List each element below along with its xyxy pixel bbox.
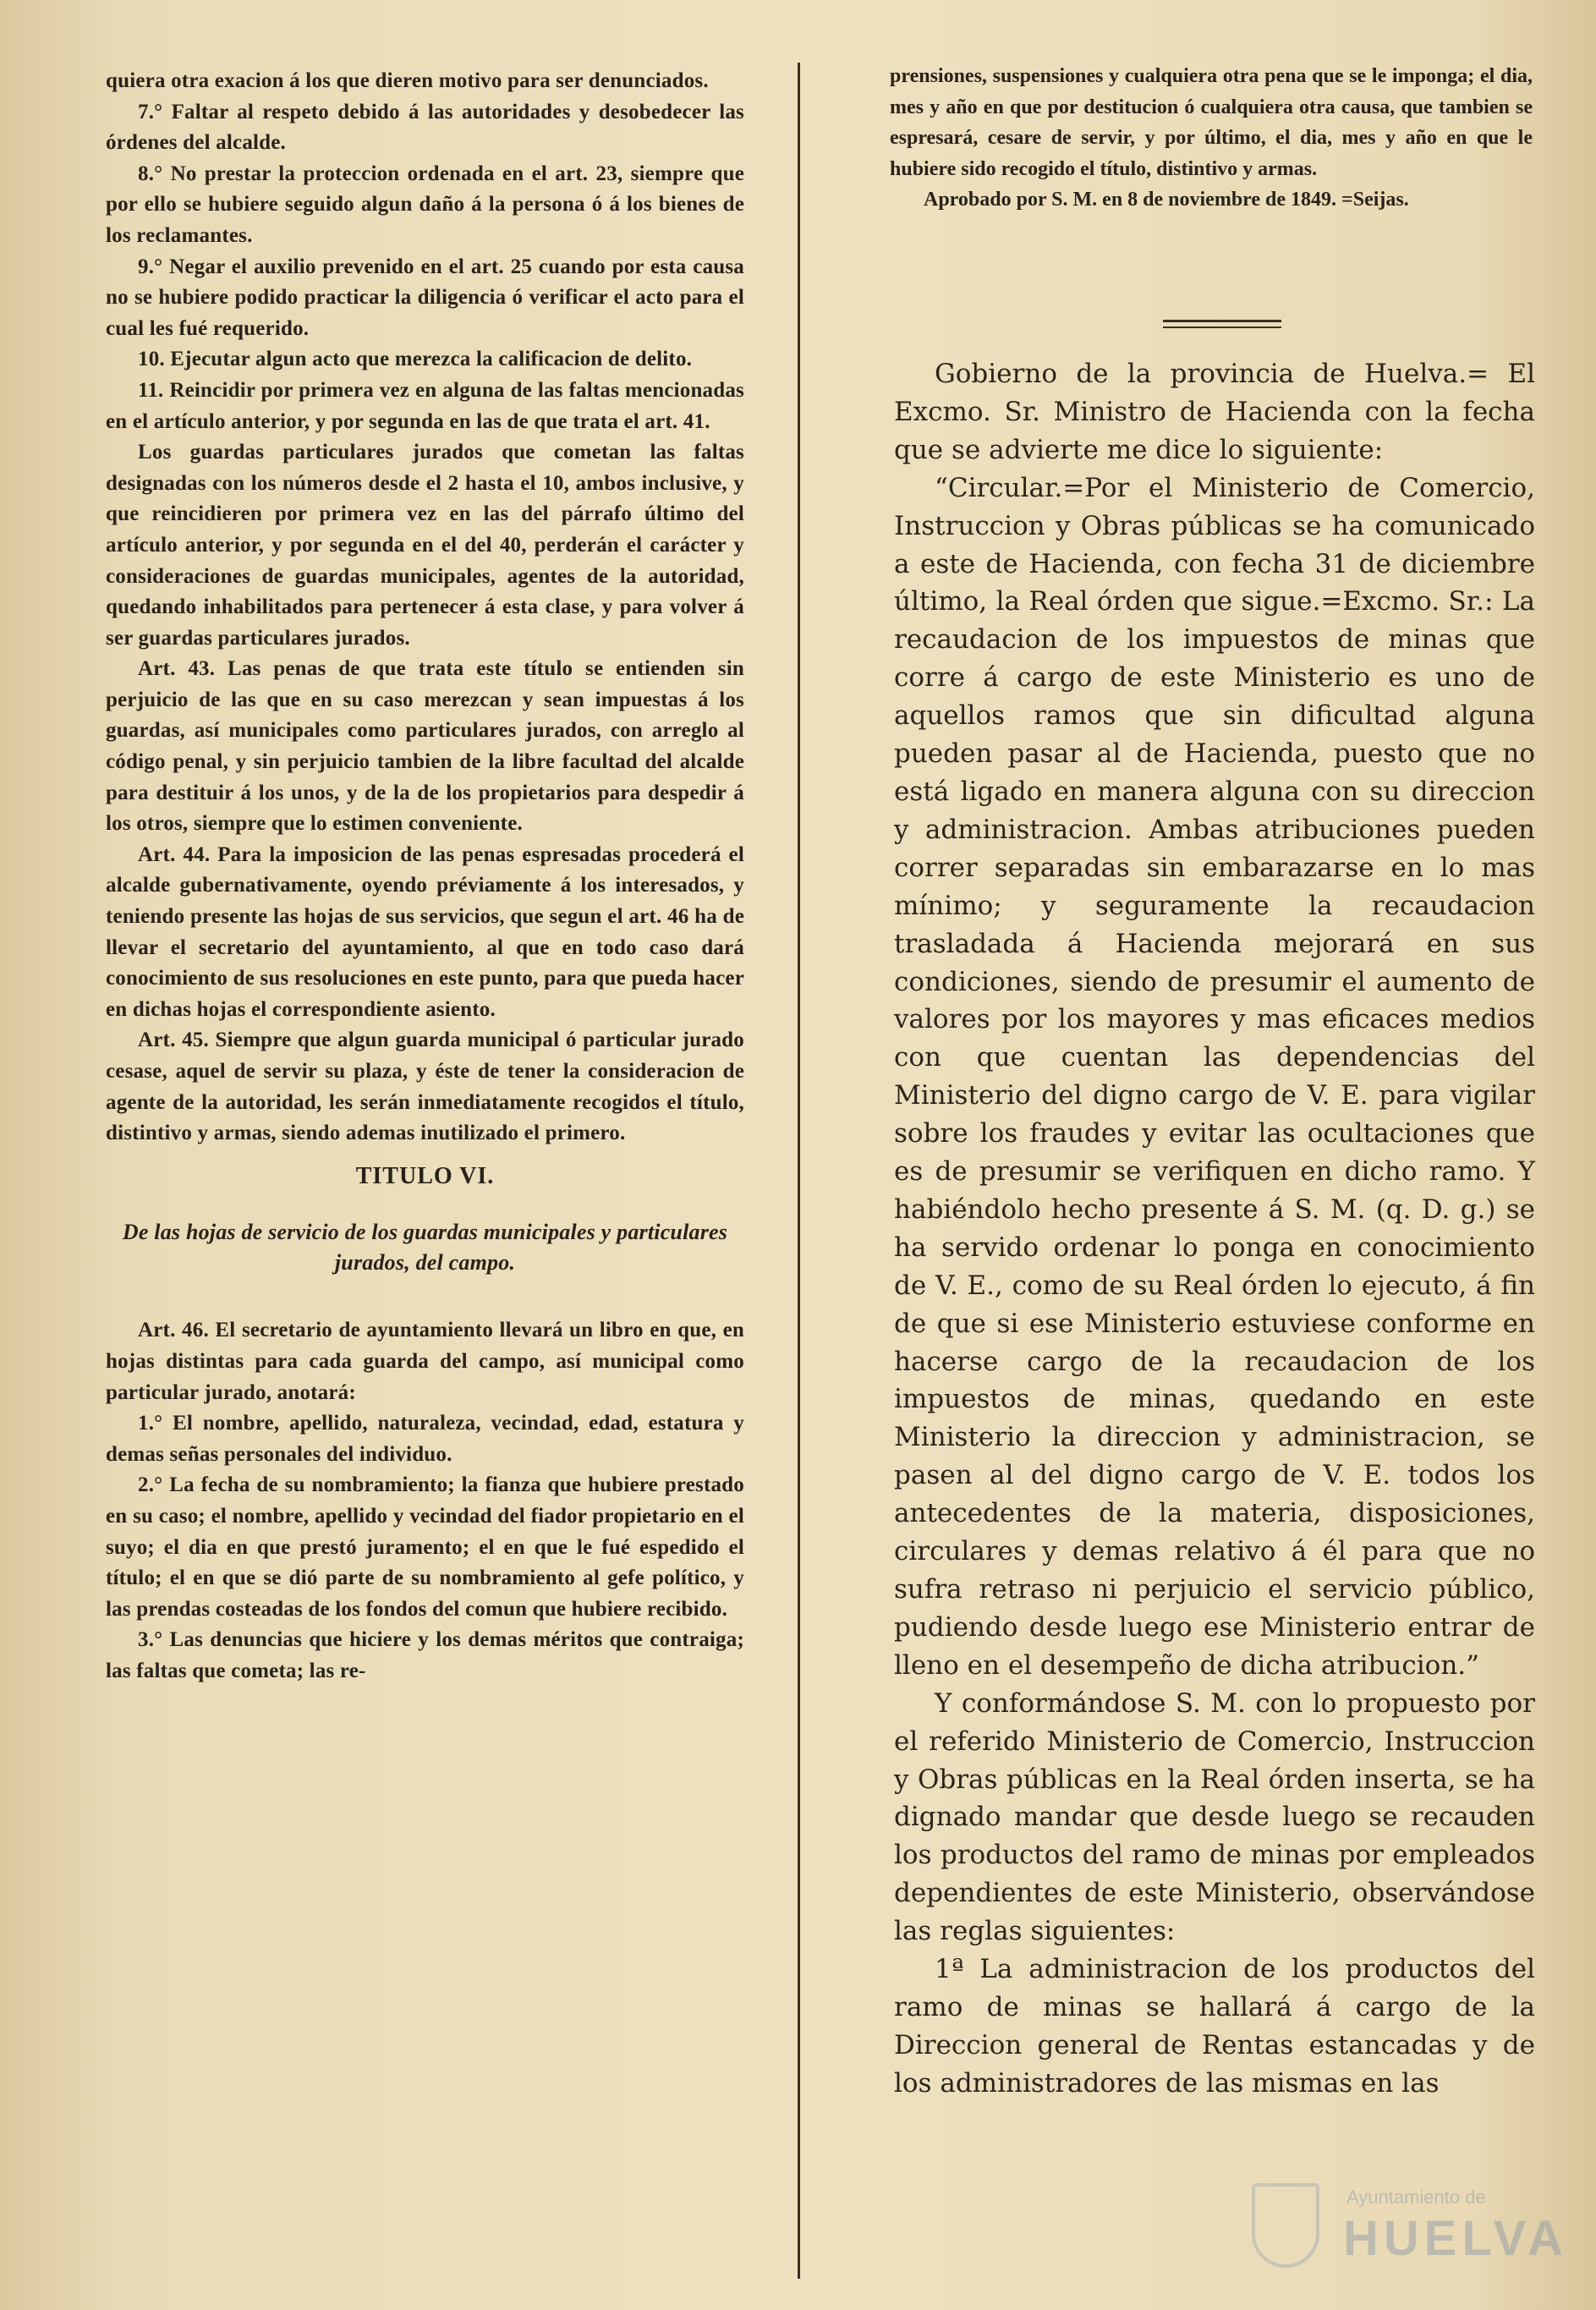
paragraph: 1ª La administracion de los productos del ramo de minas se hallará á cargo de la Direccion general de Rentas estancadas y de los administradores de las mismas en las <box>894 1954 1535 2099</box>
paragraph: Art. 43. Las penas de que trata este título se entienden sin perjuicio de las que en su caso merezcan y sean impuestas á los guardas, así municipales como particulares jurados, con arreglo al código penal, y sin perjuicio tambien de la libre facultad del alcalde para destituir á los unos, y de la de los propietarios para despedir á los otros, siempre que lo estimen conveniente. <box>106 657 744 836</box>
paragraph: Art. 44. Para la imposicion de las penas espresadas procederá el alcalde gubernativamente, oyendo préviamente á los interesados, y teniendo presente las hojas de sus servicios, que segun el art. 46 ha de llevar el secretario del ayuntamiento, al que en todo caso dará conocimiento de sus resoluciones en este punto, para que pueda hacer en dichas hojas el correspondiente asiento. <box>106 842 744 1021</box>
paragraph: 3.° Las denuncias que hiciere y los demas méritos que contraiga; las faltas que cometa; las re- <box>106 1628 744 1682</box>
paragraph: 7.° Faltar al respeto debido á las autoridades y desobedecer las órdenes del alcalde. <box>106 100 744 155</box>
left-column <box>106 66 744 1687</box>
paragraph: 8.° No prestar la proteccion ordenada en el art. 23, siempre que por ello se hubiere seguido algun daño á la persona ó á los bienes de los reclamantes. <box>106 162 744 247</box>
section-rule <box>1163 320 1281 328</box>
paragraph: 1.° El nombre, apellido, naturaleza, vecindad, edad, estatura y demas señas personales del individuo. <box>106 1412 744 1466</box>
shield-icon <box>1252 2183 1319 2268</box>
paragraph: 2.° La fecha de su nombramiento; la fianza que hubiere prestado en su caso; el nombre, apellido y vecindad del fiador propietario en el suyo; el dia en que prestó juramento; el en que le fué espedido el título; el en que se dió parte de su nombramiento al gefe político, y las prendas costeadas de los fondos del comun que hubiere recibido. <box>106 1473 744 1621</box>
paragraph: quiera otra exacion á los que dieren motivo para ser denunciados. <box>106 69 709 92</box>
paragraph: 10. Ejecutar algun acto que merezca la calificacion de delito. <box>138 348 693 371</box>
paragraph: Art. 46. El secretario de ayuntamiento llevará un libro en que, en hojas distintas para cada guarda del campo, así municipal como particular jurado, anotará: <box>106 1319 744 1404</box>
watermark-big-text: HUELVA <box>1343 2211 1568 2266</box>
paragraph: Art. 45. Siempre que algun guarda municipal ó particular jurado cesase, aquel de servir su plaza, y éste de tener la consideracion de agente de la autoridad, les serán inmediatamente recogidos el título, distintivo y armas, siendo ademas inutilizado el primero. <box>106 1029 744 1145</box>
section-subtitle: De las hojas de servicio de los guardas municipales y particulares jurados, del campo. <box>122 1220 728 1276</box>
paragraph: prensiones, suspensiones y cualquiera otra pena que se le imponga; el dia, mes y año en que por destitucion ó cualquiera otra causa, que tambien se espresará, cesare de servir, y por último, el dia, mes y año en que le hubiere sido recogido el título, distintivo y armas. <box>890 65 1533 180</box>
right-column <box>894 355 1535 2103</box>
right-column-top <box>890 61 1533 216</box>
paragraph: 11. Reincidir por primera vez en alguna de las faltas mencionadas en el artículo anterior, y por segunda en las de que trata el art. 41. <box>106 378 744 433</box>
paragraph: “Circular.=Por el Ministerio de Comercio, Instruccion y Obras públicas se ha comunicado a este de Hacienda, con fecha 31 de diciembre último, la Real órden que sigue.=Excmo. Sr.: La recaudacion de los impuestos de minas que corre á cargo de este Ministerio es uno de aquellos ramos que sin dificultad alguna pueden pasar al de Hacienda, puesto que no está ligado en manera alguna con su direccion y administracion. Ambas atribuciones pueden correr separadas sin embarazarse en lo mas mínimo; y seguramente la recaudacion trasladada á Hacienda mejorará en sus condiciones, siendo de presumir el aumento de valores por los mayores y mas eficaces medios con que cuentan las dependencias del Ministerio del digno cargo de V. E. para vigilar sobre los fraudes y evitar las ocultaciones que es de presumir se verifiquen en dicho ramo. Y habiéndolo hecho presente á S. M. (q. D. g.) se ha servido ordenar lo ponga en conocimiento de V. E., como de su Real órden lo ejecuto, á fin de que si ese Ministerio estuviese conforme en hacerse cargo de la recaudacion de los impuestos de minas, quedando en este Ministerio la direccion y administracion, se pasen al del digno cargo de V. E. todos los antecedentes de la materia, disposiciones, circulares y demas relativo á él para que no sufra retraso ni perjuicio el servicio público, pudiendo desde luego ese Ministerio entrar de lleno en el desempeño de dicha atribucion.” <box>894 472 1535 1681</box>
paragraph: Los guardas particulares jurados que cometan las faltas designadas con los números desde el 2 hasta el 10, ambos inclusive, y que reincidieren por primera vez en las del párrafo último del artículo anterior, y por segunda en el del 40, perderán el carácter y consideraciones de guardas municipales, agentes de la autoridad, quedando inhabilitados para pertenecer á esta clase, y para volver á ser guardas particulares jurados. <box>106 441 744 650</box>
paragraph: Gobierno de la provincia de Huelva.= El Excmo. Sr. Ministro de Hacienda con la fecha que se advierte me dice lo siguiente: <box>894 359 1535 465</box>
section-title: TITULO VI. <box>355 1162 495 1189</box>
watermark-small-text: Ayuntamiento de <box>1346 2187 1486 2208</box>
signature-line: Aprobado por S. M. en 8 de noviembre de 1849. =Seijas. <box>924 189 1409 211</box>
paragraph: 9.° Negar el auxilio prevenido en el art. 25 cuando por esta causa no se hubiere podido practicar la diligencia ó verificar el acto para el cual les fué requerido. <box>106 255 744 340</box>
paragraph: Y conformándose S. M. con lo propuesto por el referido Ministerio de Comercio, Instruccion y Obras públicas en la Real órden inserta, se ha dignado mandar que desde luego se recauden los productos del ramo de minas por empleados dependientes de este Ministerio, observándose las reglas siguientes: <box>894 1687 1535 1947</box>
archive-watermark <box>1252 2178 1573 2288</box>
column-divider <box>798 63 800 2279</box>
